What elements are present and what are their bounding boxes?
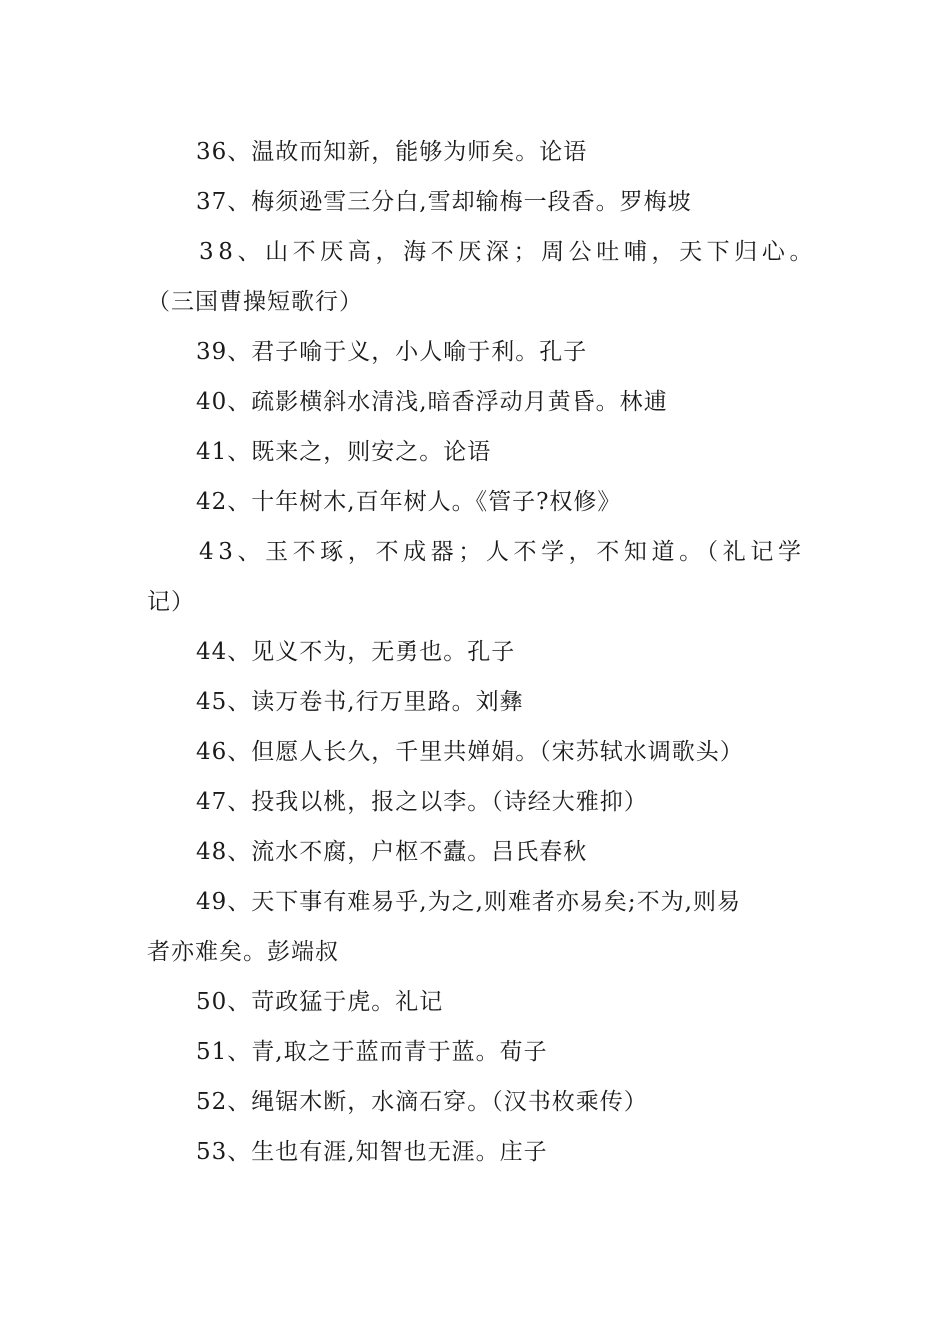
quote-line-39: 39、君子喻于义，小人喻于利。孔子 bbox=[196, 339, 588, 365]
quote-line-47: 47、投我以桃，报之以李。（诗经大雅抑） bbox=[196, 789, 648, 815]
quote-line-41: 41、既来之，则安之。论语 bbox=[196, 439, 492, 465]
quote-line-50: 50、苛政猛于虎。礼记 bbox=[196, 989, 444, 1015]
quote-line-43: 43、玉不琢，不成器；人不学，不知道。（礼记学 bbox=[199, 539, 806, 565]
quote-line-37: 37、梅须逊雪三分白,雪却输梅一段香。罗梅坡 bbox=[196, 189, 692, 215]
quote-line-43-continued: 记） bbox=[147, 589, 195, 615]
quote-line-44: 44、见义不为，无勇也。孔子 bbox=[196, 639, 516, 665]
quote-line-49: 49、天下事有难易乎,为之,则难者亦易矣;不为,则易 bbox=[196, 889, 741, 915]
quote-line-36: 36、温故而知新，能够为师矣。论语 bbox=[196, 139, 588, 165]
quote-line-38-continued: （三国曹操短歌行） bbox=[147, 289, 363, 315]
quote-line-51: 51、青,取之于蓝而青于蓝。荀子 bbox=[196, 1039, 548, 1065]
quote-line-40: 40、疏影横斜水清浅,暗香浮动月黄昏。林逋 bbox=[196, 389, 668, 415]
quote-line-45: 45、读万卷书,行万里路。刘彝 bbox=[196, 689, 524, 715]
quote-line-38: 38、山不厌高，海不厌深；周公吐哺，天下归心。 bbox=[199, 239, 818, 265]
quote-line-49-continued: 者亦难矣。彭端叔 bbox=[147, 939, 339, 965]
quote-line-48: 48、流水不腐，户枢不蠹。吕氏春秋 bbox=[196, 839, 588, 865]
quote-line-46: 46、但愿人长久，千里共婵娟。（宋苏轼水调歌头） bbox=[196, 739, 744, 765]
quote-line-52: 52、绳锯木断，水滴石穿。（汉书枚乘传） bbox=[196, 1089, 648, 1115]
quote-line-42: 42、十年树木,百年树人。《管子?权修》 bbox=[196, 489, 622, 515]
quote-line-53: 53、生也有涯,知智也无涯。庄子 bbox=[196, 1139, 548, 1165]
